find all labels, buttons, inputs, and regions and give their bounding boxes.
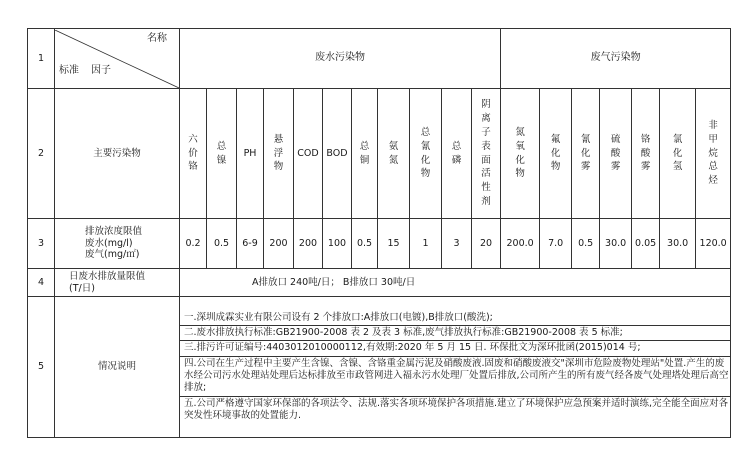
water-pollutant-cell: 总 铜 [352,89,378,219]
air-limit-cell: 0.5 [572,219,600,269]
water-limit-cell: 1 [410,219,442,269]
water-pollutant-cell: COD [294,89,323,219]
air-pollutant-cell: 氯 化 氢 [660,89,696,219]
limit-label-line: 排放浓度限值 [85,225,143,237]
limit-row-label [55,219,180,269]
air-limit-cell: 0.05 [632,219,660,269]
note-line: 二.废水排放执行标准:GB21900-2008 表 2 及表 3 标准,废气排放执行标准:GB21900-2008 表 5 标准; [180,326,730,341]
water-pollutant-cell: BOD [323,89,352,219]
water-limit-cell: 15 [378,219,410,269]
limit-label-line: 废水(mg/l) [85,237,133,249]
water-limit-cell: 0.5 [207,219,237,269]
water-pollutant-cell: 六 价 铬 [180,89,207,219]
note-line: 五.公司严格遵守国家环保部的各项法令、法规.落实各项环境保护各项措施.建立了环境保护应急预案并适时演练,完全能全面应对各突发性环境事故的处置能力. [184,397,729,422]
row-number: 4 [28,269,55,297]
water-pollutant-cell: 总 磷 [442,89,472,219]
daily-row-label [55,269,180,297]
water-pollutant-cell: 氨 氮 [378,89,410,219]
notes-row [28,297,731,438]
water-group-header: 废水污染物 [180,29,501,89]
water-limit-cell: 200 [264,219,294,269]
water-pollutant-cell: PH [237,89,264,219]
note-line: 四.公司在生产过程中主要产生含镍、含镍、含铬重金属污泥及硝酸废液.固废和硝酸废液交"深圳市危险废物处理站"处置.产生的废水经公司污水处理站处理后达标排放至市政管网进入福永污水处理厂处置后排放,公司所产生的所有废气经各废气处理塔处理后高空排放; [180,357,730,397]
air-pollutant-cell: 氮 氧 化 物 [501,89,540,219]
air-pollutant-cell: 非 甲 烷 总 烃 [696,89,731,219]
row-number: 2 [28,89,55,219]
note-line: 三.排污许可证编号:4403012010000112,有效期:2020 年 5 月 15 日. 环保批文为深环批函(2015)014 号; [180,341,730,356]
air-limit-cell: 30.0 [600,219,632,269]
note-line: 一.深圳成霖实业有限公司设有 2 个排放口:A排放口(电镀),B排放口(酸洗); [180,311,730,326]
pollutant-row-label: 主要污染物 [55,89,180,219]
daily-label-line: (T/日) [69,282,95,294]
water-limit-cell: 200 [294,219,323,269]
header-row [28,29,731,89]
notes-row-label: 情况说明 [55,297,180,438]
air-limit-cell: 120.0 [696,219,731,269]
daily-limit-value: A排放口 240吨/日； B排放口 30吨/日 [180,269,731,297]
row-number: 5 [28,297,55,438]
air-pollutant-cell: 硫 酸 雾 [600,89,632,219]
row-number: 1 [28,29,55,89]
water-pollutant-cell: 阴 离 子 表 面 活 性 剂 [472,89,501,219]
air-limit-cell: 30.0 [660,219,696,269]
air-pollutant-cell: 氟 化 物 [540,89,572,219]
water-pollutant-cell: 总 镍 [207,89,237,219]
water-limit-cell: 100 [323,219,352,269]
water-limit-cell: 0.5 [352,219,378,269]
water-limit-cell: 0.2 [180,219,207,269]
corner-header-cell [55,29,180,89]
air-pollutant-cell: 氰 化 雾 [572,89,600,219]
water-limit-cell: 20 [472,219,501,269]
air-limit-cell: 7.0 [540,219,572,269]
water-pollutant-cell: 悬 浮 物 [264,89,294,219]
daily-row [28,269,731,297]
pollution-table [27,28,731,438]
notes-cell [180,297,731,438]
pollutant-row [28,89,731,219]
daily-label-line: 日废水排放量限值 [69,270,146,282]
water-limit-cell: 3 [442,219,472,269]
corner-standard-label: 标准 [59,65,79,76]
air-group-header: 废气污染物 [501,29,731,89]
air-limit-cell: 200.0 [501,219,540,269]
corner-factor-label: 因子 [91,65,111,76]
corner-name-label: 名称 [147,32,167,44]
limit-label-line: 废气(mg/㎡) [85,249,140,261]
water-pollutant-cell: 总 氰 化 物 [410,89,442,219]
air-pollutant-cell: 铬 酸 雾 [632,89,660,219]
row-number: 3 [28,219,55,269]
water-limit-cell: 6-9 [237,219,264,269]
limit-row [28,219,731,269]
